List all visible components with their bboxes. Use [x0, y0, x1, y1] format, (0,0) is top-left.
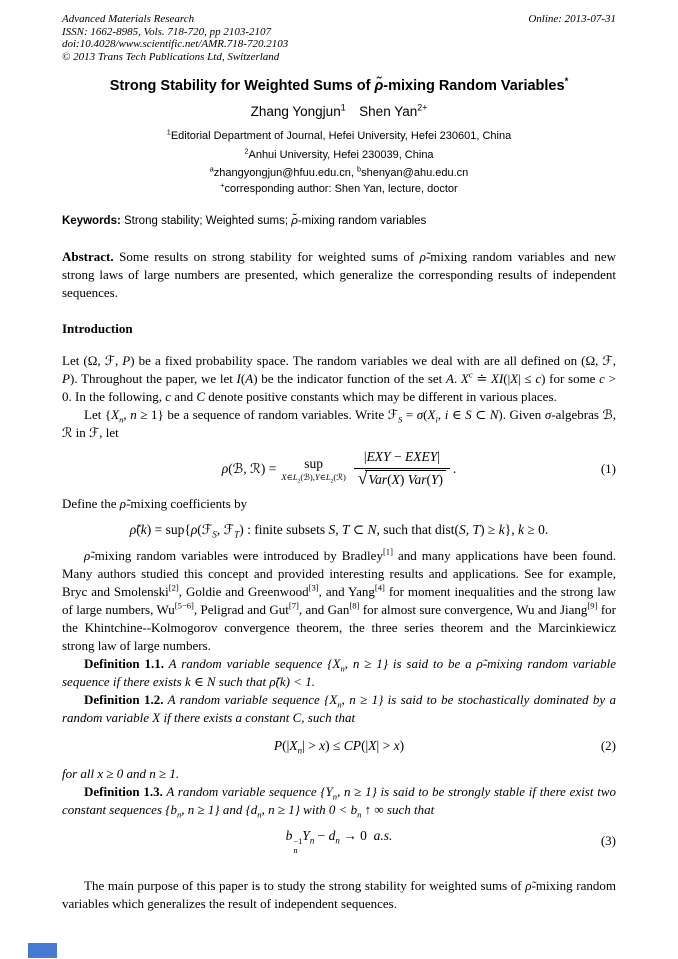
affiliation-2: $^2$Anhui University, Hefei 230039, China: [244, 146, 434, 161]
sup-word: sup: [304, 456, 323, 471]
fraction-denominator: [358, 469, 446, 489]
equation-2: [62, 737, 616, 755]
authors-line: Zhang Yongjun$^1$ Shen Yan$^{2+}$: [250, 102, 428, 119]
doi-line: doi:10.4028/www.scientific.net/AMR.718-720.2103: [62, 38, 289, 50]
sup-operator: [281, 455, 346, 485]
affiliation-1: $^1$Editorial Department of Journal, Hefei University, Hefei 230601, China: [166, 127, 512, 142]
definition-1-1: Definition 1.1. A random variable sequence {$X_n$, n ≥ 1} is said to be a ρ̃-mixing random variable sequence if there exists k ∈ N such that ρ̃(k) < 1.: [62, 656, 616, 689]
sup-limits: $X\in L_2(ℬ),Y\in L_2(ℛ)$: [281, 472, 346, 485]
fraction-numerator: |EXY − EXEY|: [354, 448, 450, 469]
equation-1-period: .: [452, 460, 457, 476]
equation-1-body: [62, 448, 616, 489]
forall-line: for all x ≥ 0 and n ≥ 1.: [62, 766, 180, 781]
copyright-line: © 2013 Trans Tech Publications Ltd, Switzerland: [62, 50, 280, 63]
paper-title: Strong Stability for Weighted Sums of ρ̃-mixing Random Variables*: [109, 76, 569, 94]
bradley-paragraph: ρ̃-mixing random variables were introduced by Bradley[1] and many applications have been found. Many authors studied this concept and provided interesting results and applications. See for example, Bryc and Smolenski[2], Goldie and Greenwood[3], and Yang[4] for moment inequalities and the strong law of large numbers, Wu[5−6], Peligrad and Gut[7], and Gan[8] for almost sure convergence, Wu and Jiang[9] for the Khintchine--Kolmogorov convergence theorem, the three series theorem and the Marcinkiewicz strong law of large numbers.: [62, 546, 616, 653]
journal-header: [62, 13, 616, 63]
define-coefficients-line: Define the ρ̃-mixing coefficients by: [62, 496, 248, 511]
fraction: [354, 448, 450, 489]
journal-name: Advanced Materials Research: [62, 13, 195, 25]
equation-2-body: $P(|X_n| > x) \le CP(|X| > x)$: [273, 738, 405, 756]
keywords-line: Keywords: Strong stability; Weighted sums; ρ̃-mixing random variables: [62, 215, 427, 227]
equation-1-lhs: ρ(ℬ, ℛ) =: [221, 460, 277, 476]
closing-paragraph: The main purpose of this paper is to study the strong stability for weighted sums of ρ̃-mixing random variables which generalizes the result of independent sequences.: [62, 878, 616, 912]
equation-3-number: (3): [600, 833, 616, 849]
section-heading-introduction: Introduction: [62, 321, 133, 336]
intro-paragraph-2: Let {$X_n$, n ≥ 1} be a sequence of random variables. Write ℱ$_S$ = $\sigma(X_i$, i ∈ S ⊂ N). Given σ-algebras ℬ, ℛ in ℱ, let: [62, 407, 617, 440]
author-emails: $^a$zhangyongjun@hfuu.edu.cn, $^b$shenyan@ahu.edu.cn: [209, 164, 469, 179]
rho-mixing-definition-equation: ρ̃(k) = sup{ρ(ℱ$_S$, ℱ$_T$) : finite subsets S, T ⊂ N, such that dist(S, T) ≥ k}, k ≥ 0.: [129, 522, 549, 540]
online-date: Online: 2013-07-31: [528, 13, 616, 25]
equation-1-number: (1): [600, 460, 616, 476]
equation-3-body: b −1 n $Y_n - d_n \to 0$ a.s.: [285, 828, 393, 855]
equation-2-number: (2): [600, 738, 616, 753]
definition-1-2: Definition 1.2. A random variable sequence {$X_n$, n ≥ 1} is said to be stochastically dominated by a random variable X if there exists a constant C, such that: [62, 692, 616, 725]
sqrt-argument: Var(X) Var(Y): [365, 470, 446, 489]
link-annotation[interactable]: [28, 943, 57, 958]
equation-1: [62, 448, 616, 489]
intro-paragraph-1: Let (Ω, ℱ, P) be a fixed probability space. The random variables we deal with are all defined on (Ω, ℱ, P). Throughout the paper, we let I(A) be the indicator function of the set A. $X^c$ ≐ XI(|X| ≤ c) for some c > 0. In the following, c and C denote positive constants which may be different in various places.: [62, 353, 616, 404]
issn-line: ISSN: 1662-8985, Vols. 718-720, pp 2103-2107: [62, 25, 271, 38]
radical-sign: √: [357, 468, 368, 488]
abstract-paragraph: Abstract. Some results on strong stability for weighted sums of ρ̃-mixing random variables and new strong laws of large numbers are presented, which generalize the corresponding results of independent sequences.: [62, 249, 616, 300]
definition-1-3: Definition 1.3. A random variable sequence {$Y_n$, n ≥ 1} is said to be strongly stable if there exist two constant sequences {$b_n$, n ≥ 1} and {$d_n$, n ≥ 1} with $0 < b_n$ ↑ ∞ such that: [62, 784, 616, 820]
corresponding-author-note: +corresponding author: Shen Yan, lecture, doctor: [220, 180, 458, 195]
equation-3: [62, 827, 616, 855]
